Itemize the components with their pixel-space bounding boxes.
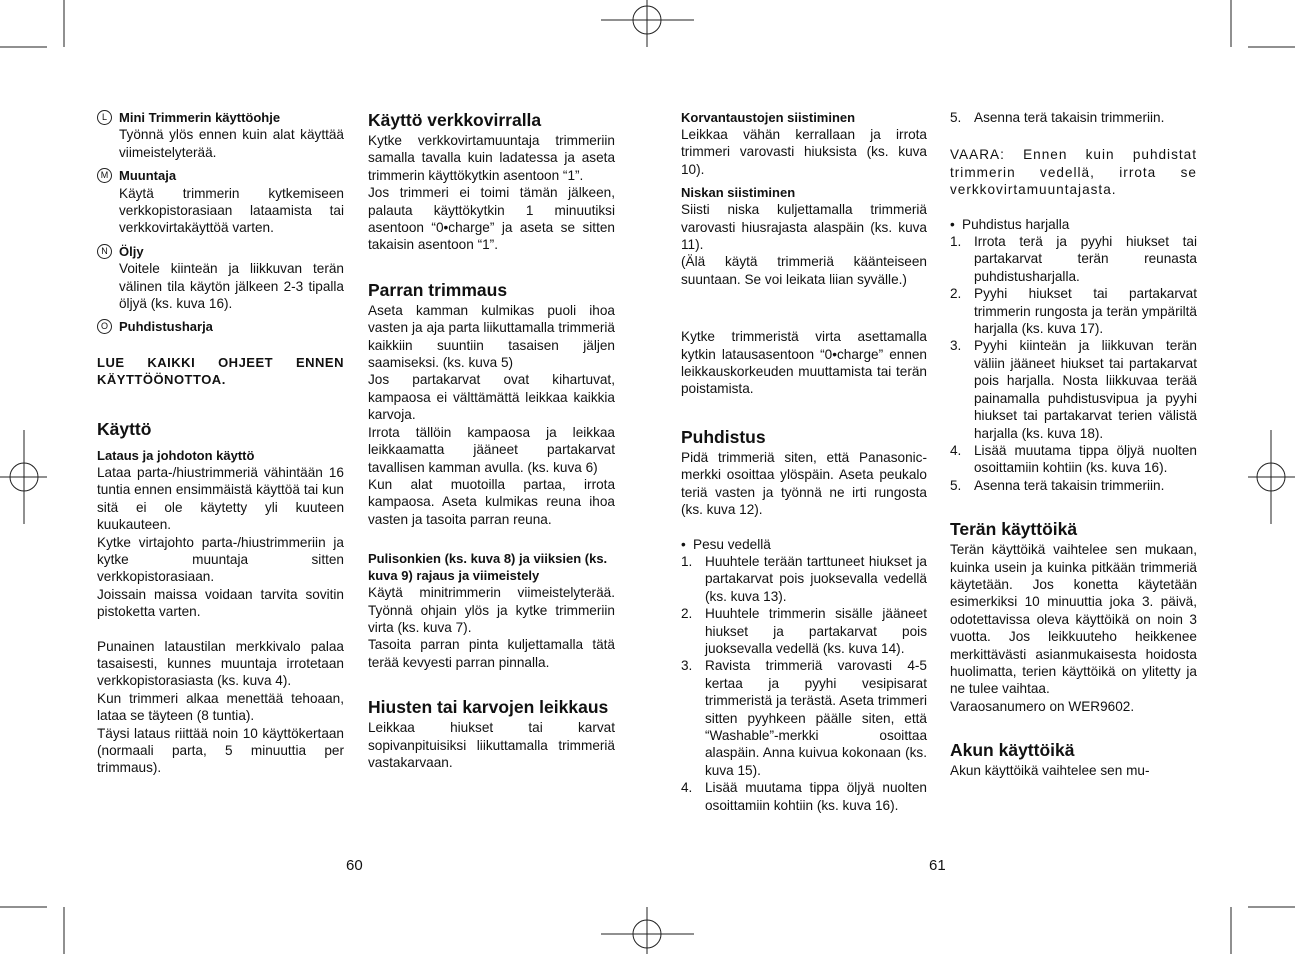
list-item [681, 779, 927, 814]
section-heading: Hiusten tai karvojen leikkaus [368, 697, 609, 718]
paragraph: Pidä trimmeriä siten, että Panasonic-merkki osoittaa ylöspäin. Aseta peukalo teriä vasten ja työnnä ne irti rungosta (ks. kuva 12). [681, 449, 927, 518]
column-1 [97, 109, 344, 777]
list-number: 3. [681, 658, 693, 674]
list-number: 1. [681, 553, 693, 569]
list-number: 3. [950, 338, 962, 354]
list-number: 5. [950, 477, 962, 493]
list-number: 2. [681, 606, 693, 622]
paragraph: Tasoita parran pinta kuljettamalla tätä terää kevyesti parran pinnalla. [368, 637, 615, 670]
part-title: Puhdistusharja [119, 319, 213, 335]
section-heading: Akun käyttöikä [950, 740, 1075, 761]
list-item [950, 337, 1197, 441]
paragraph: Jos trimmeri ei toimi tämän jälkeen, palauta käyttökytkin 1 minuutiksi asentoon “0•charge” ja aseta se sitten takaisin asentoon “1”. [368, 185, 615, 253]
part-marker: M [97, 168, 112, 183]
paragraph: Joissain maissa voidaan tarvita sovitin pistoketta varten. [97, 586, 344, 620]
part-title: Öljy [119, 243, 144, 259]
section-heading: Käyttö verkkovirralla [368, 110, 542, 130]
column-2 [368, 109, 615, 771]
list-text: Huuhtele trimmerin sisälle jääneet hiukset ja partakarvat pois juoksevalla vedellä (ks. kuva 14). [705, 606, 927, 656]
paragraph: Jos partakarvat ovat kihartuvat, kampaosa ei välttämättä leikkaa kaikkia karvoja. [368, 372, 615, 423]
paragraph: Kytke virtajohto parta-/hiustrimmeriin ja kytke muuntaja sitten verkkopistorasiaan. [97, 534, 344, 585]
part-item [97, 243, 344, 313]
list-text: Ravista trimmeriä varovasti 4-5 kertaa ja pyyhi vesipisarat trimmeristä ja terästä. Aseta trimmeri sitten pyyhkeen päälle siten, että “Washable”-merkki osoittaa alaspäin. Anna kuivua kokonaan (ks. kuva 15). [705, 658, 927, 778]
list-number: 1. [950, 234, 962, 250]
paragraph: Kun alat muotoilla partaa, irrota kampaosa. Aseta kulmikas reuna ihoa vasten ja tasoita parran reuna. [368, 476, 615, 527]
bullet-item [681, 536, 927, 553]
subheading: Niskan siistiminen [681, 185, 796, 201]
column-4 [950, 109, 1197, 780]
subheading: Pulisonkien (ks. kuva 8) ja viiksien (ks. kuva 9) rajaus ja viimeistely [368, 551, 608, 584]
page-number-left: 60 [346, 857, 363, 874]
paragraph: Kytke trimmeristä virta asettamalla kytkin latausasentoon “0•charge” ennen leikkauskorkeuden muuttamista tai terän poistamista. [681, 329, 927, 397]
paragraph: Irrota tällöin kampaosa ja leikkaa leikkaamatta jääneet partakarvat tavallisen kamman avulla. (ks. kuva 6) [368, 424, 615, 475]
list-number: 4. [681, 780, 693, 796]
list-text: Asenna terä takaisin trimmeriin. [974, 110, 1165, 125]
list-item [950, 442, 1197, 477]
subheading: Korvantaustojen siistiminen [681, 110, 856, 125]
section-heading: Käyttö [97, 418, 152, 439]
list-text: Irrota terä ja pyyhi hiukset tai partakarvat terän reunasta puhdistusharjalla. [974, 234, 1197, 284]
paragraph: Kun trimmeri alkaa menettää tehoaan, lataa se täyteen (8 tuntia). [97, 690, 344, 724]
list-number: 4. [950, 442, 962, 458]
paragraph: Aseta kamman kulmikas puoli ihoa vasten ja aja parta liikuttamalla trimmeriä kaikkiin suuntiin tasaisen jäljen saamiseksi. (ks. kuva 5) [368, 302, 615, 371]
paragraph: Akun käyttöikä vaihtelee sen mu- [950, 763, 1150, 779]
paragraph: Terän käyttöikä vaihtelee sen mukaan, kuinka usein ja kuinka pitkään trimmeriä käytetään. Jos konetta käytetään esimerkiksi 10 minuuttia joka 3. päivä, odotettavissa oleva käyttöikä on noin 3 vuotta. Jos leikkuuteho heikkenee merkittävästi asianmukaisesta hoidosta huolimatta, terien käyttöikä on ylitetty ja ne tulee vaihtaa. [950, 542, 1197, 697]
list-item [950, 109, 1197, 126]
warning-text: LUE KAIKKI OHJEET ENNEN KÄYTTÖÖNOTTOA. [97, 354, 344, 387]
list-item [950, 285, 1197, 337]
part-text: Käytä trimmerin kytkemiseen verkkopistorasiaan lataamista tai verkkovirtakäyttöä varten. [119, 185, 344, 236]
paragraph: Punainen lataustilan merkkivalo palaa tasaisesti, kunnes muuntaja irrotetaan verkkopistorasiasta (ks. kuva 4). [97, 638, 344, 689]
page-number-right: 61 [929, 857, 946, 874]
list-number: 2. [950, 286, 962, 302]
list-text: Pyyhi hiukset tai partakarvat trimmerin rungosta ja terän ympäriltä harjalla (ks. kuva 17). [974, 286, 1197, 337]
bullet-text: Pesu vedellä [693, 536, 771, 552]
part-item [97, 109, 344, 161]
list-item [681, 605, 927, 657]
bullet-glyph: • [681, 536, 686, 552]
list-text: Lisää muutama tippa öljyä nuolten osoittamiin kohtiin (ks. kuva 16). [974, 442, 1197, 476]
part-text: Voitele kiinteän ja liikkuvan terän välinen tila käytön jälkeen 2-3 tipalla öljyä (ks. kuva 16). [119, 261, 344, 312]
bullet-item [950, 216, 1197, 233]
section-heading: Puhdistus [681, 426, 766, 447]
part-title: Mini Trimmerin käyttöohje [119, 110, 281, 125]
bullet-text: Puhdistus harjalla [962, 216, 1070, 232]
part-marker: N [97, 244, 112, 259]
list-text: Asenna terä takaisin trimmeriin. [974, 477, 1165, 493]
paragraph: Käytä minitrimmerin viimeistelyterää. Työnnä ohjain ylös ja kytke trimmeriin virta (ks. kuva 7). [368, 585, 615, 635]
paragraph: Leikkaa hiukset tai karvat sopivanpituisiksi liikuttamalla trimmeriä vastakarvaan. [368, 720, 615, 770]
list-number: 5. [950, 110, 962, 125]
paragraph: (Älä käytä trimmeriä käänteiseen suuntaan. Se voi leikata liian syvälle.) [681, 254, 927, 287]
list-item [950, 233, 1197, 285]
list-text: Lisää muutama tippa öljyä nuolten osoittamiin kohtiin (ks. kuva 16). [705, 780, 927, 813]
paragraph: Varaosanumero on WER9602. [950, 698, 1135, 714]
paragraph: Siisti niska kuljettamalla trimmeriä varovasti hiusrajasta alaspäin (ks. kuva 11). [681, 202, 927, 253]
part-marker: O [97, 319, 112, 334]
part-item [97, 318, 344, 335]
list-item [681, 553, 927, 605]
paragraph: Lataa parta-/hiustrimmeriä vähintään 16 tuntia ennen ensimmäistä käyttöä tai kun sitä ei ole käytetty yli kuuteen kuukauteen. [97, 464, 344, 533]
paragraph: Kytke verkkovirtamuuntaja trimmeriin samalla tavalla kuin ladatessa ja aseta trimmerin käyttökytkin asentoon “1”. [368, 133, 615, 183]
warning-text: VAARA: Ennen kuin puhdistat trimmerin vedellä, irrota se verkkovirtamuuntajasta. [950, 147, 1197, 198]
part-text: Työnnä ylös ennen kuin alat käyttää viimeistelyterää. [119, 127, 344, 160]
part-item [97, 167, 344, 237]
subheading: Lataus ja johdoton käyttö [97, 447, 255, 463]
list-text: Pyyhi kiinteän ja liikkuvan terän väliin jääneet hiukset tai partakarvat pois harjalla. Nosta liikkuvaa terää painamalla puhdistusvipua ja pyyhi hiukset tai partakarvat terien välistä harjalla (ks. kuva 18). [974, 338, 1197, 441]
part-marker: L [97, 110, 112, 125]
list-text: Huuhtele terään tarttuneet hiukset ja partakarvat pois juoksevalla vedellä (ks. kuva 13). [705, 553, 927, 604]
paragraph: Leikkaa vähän kerrallaan ja irrota trimmeri varovasti hiuksista (ks. kuva 10). [681, 127, 927, 177]
column-3 [681, 109, 927, 814]
section-heading: Parran trimmaus [368, 279, 508, 300]
list-item [681, 657, 927, 779]
bullet-glyph: • [950, 216, 955, 232]
part-title: Muuntaja [119, 168, 177, 184]
section-heading: Terän käyttöikä [950, 519, 1078, 540]
paragraph: Täysi lataus riittää noin 10 käyttökertaan (normaali parta, 5 minuuttia per trimmaus). [97, 725, 344, 776]
list-item [950, 477, 1197, 494]
